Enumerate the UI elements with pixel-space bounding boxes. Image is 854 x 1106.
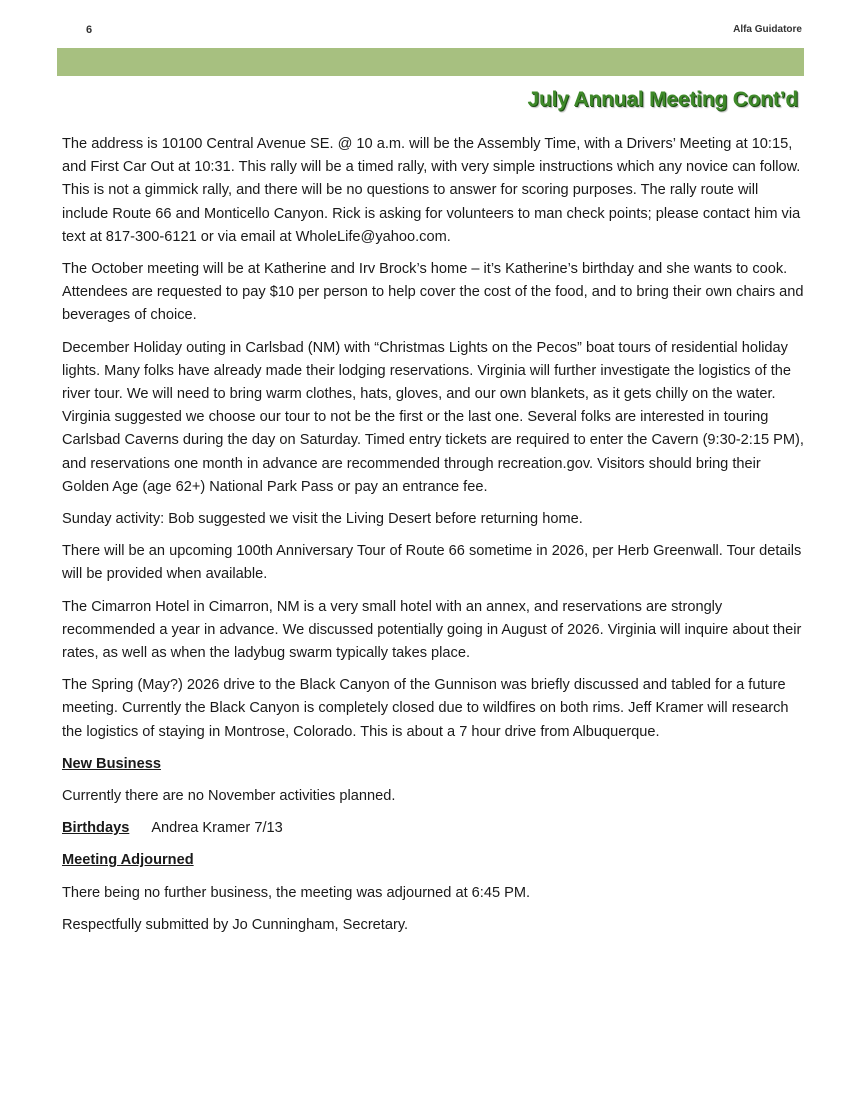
- article-body: [62, 133, 804, 946]
- paragraph-black-canyon: The Spring (May?) 2026 drive to the Black Canyon of the Gunnison was briefly discussed and tabled for a future meeting. Currently the Black Canyon is completely closed due to wildfires on both rims. Jeff Kramer will research the logistics of staying in Montrose, Colorado. This is about a 7 hour drive from Albuquerque.: [62, 677, 789, 740]
- page-number: 6: [86, 24, 93, 36]
- birthdays-line: [62, 817, 804, 840]
- paragraph-route66-tour: There will be an upcoming 100th Anniversary Tour of Route 66 sometime in 2026, per Herb Greenwall. Tour details will be provided when available.: [62, 543, 802, 583]
- running-header: Alfa Guidatore: [733, 24, 802, 35]
- paragraph-october-meeting: The October meeting will be at Katherine and Irv Brock’s home – it’s Katherine’s birthday and she wants to cook. Attendees are requested to pay $10 per person to help cover the cost of the food, and to bring their own chairs and beverages of choice.: [62, 261, 804, 324]
- paragraph-sunday-activity: Sunday activity: Bob suggested we visit the Living Desert before returning home.: [62, 511, 583, 528]
- new-business-text: Currently there are no November activities planned.: [62, 788, 396, 805]
- paragraph-december-outing: December Holiday outing in Carlsbad (NM) with “Christmas Lights on the Pecos” boat tours of residential holiday lights. Many folks have already made their lodging reservations. Virginia will further investigate the logistics of the river tour. We will need to bring warm clothes, hats, gloves, and our own blankets, as it gets chilly on the water. Virginia suggested we choose our tour to not be the first or the last one. Several folks are interested in touring Carlsbad Caverns during the day on Saturday. Timed entry tickets are required to enter the Cavern (9:30-2:15 PM), and reservations one month in advance are recommended through recreation.gov. Visitors should bring their Golden Age (age 62+) National Park Pass or pay an entrance fee.: [62, 339, 804, 495]
- new-business-heading: New Business: [62, 755, 161, 772]
- meeting-adjourned-text: There being no further business, the meeting was adjourned at 6:45 PM.: [62, 884, 531, 901]
- meeting-adjourned-heading: Meeting Adjourned: [62, 852, 194, 869]
- paragraph-rally-details: The address is 10100 Central Avenue SE. @ 10 a.m. will be the Assembly Time, with a Drivers’ Meeting at 10:15, and First Car Out at 10:31. This rally will be a timed rally, with very simple instructions which any novice can follow. This is not a gimmick rally, and there will be no questions to answer for scoring purposes. The rally route will include Route 66 and Monticello Canyon. Rick is asking for volunteers to man check points; please contact him via text at 817-300-6121 or via email at WholeLife@yahoo.com.: [62, 136, 801, 245]
- birthdays-heading: Birthdays: [62, 820, 130, 837]
- birthdays-text: Andrea Kramer 7/13: [151, 820, 283, 837]
- signature-line: Respectfully submitted by Jo Cunningham, Secretary.: [62, 916, 409, 933]
- paragraph-cimarron-hotel: The Cimarron Hotel in Cimarron, NM is a very small hotel with an annex, and reservations are strongly recommended a year in advance. We discussed potentially going in August of 2026. Virginia will inquire about their rates, as well as when the ladybug swarm typically takes place.: [62, 598, 802, 662]
- section-title: July Annual Meeting Cont’d: [527, 88, 798, 111]
- header-bar: [57, 48, 804, 76]
